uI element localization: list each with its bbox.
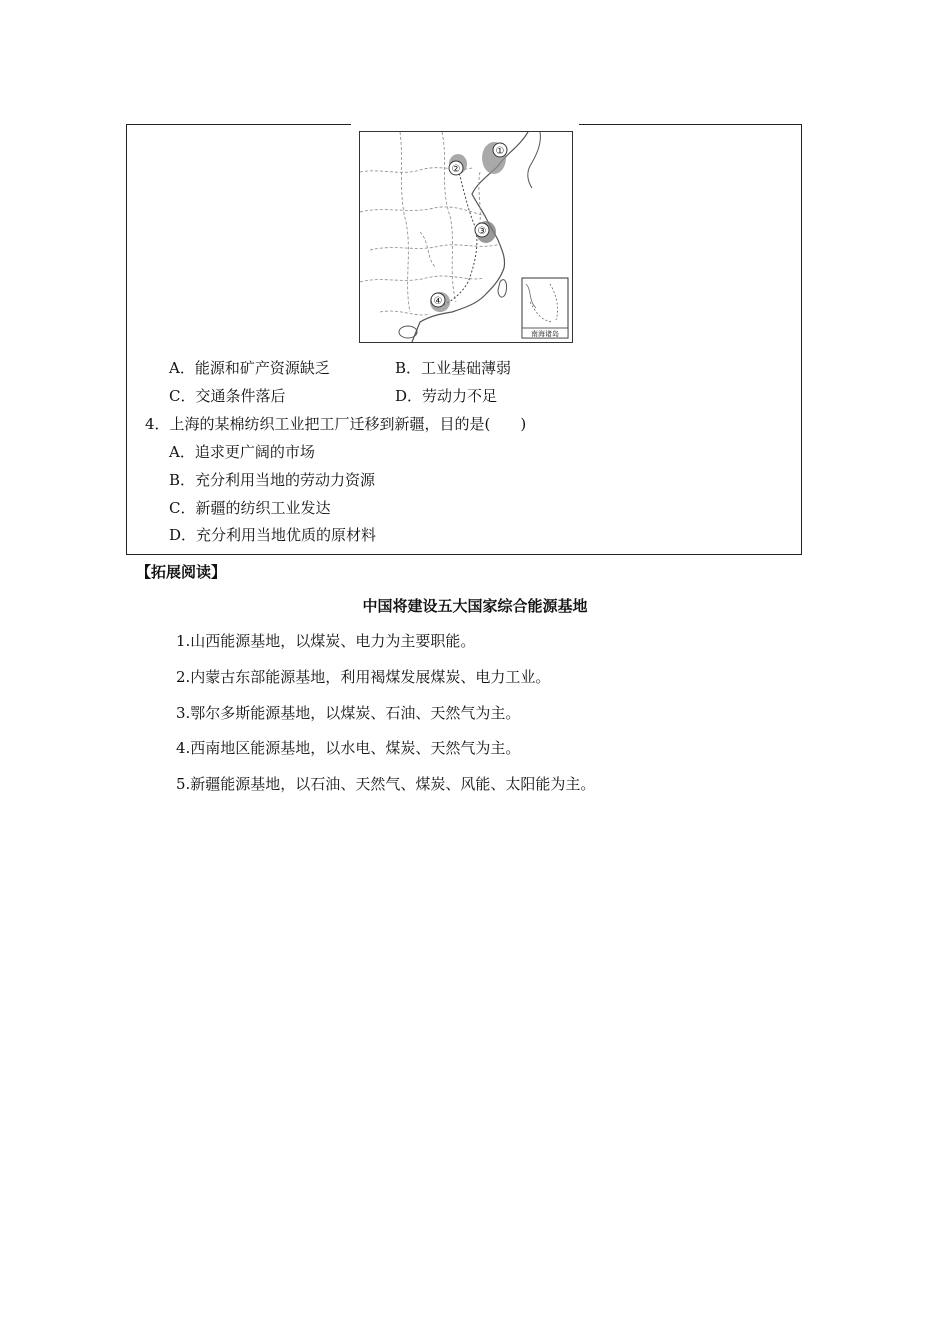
marker-3	[475, 223, 489, 237]
reading-item-2: 2.内蒙古东部能源基地，利用褐煤发展煤炭、电力工业。	[176, 668, 551, 686]
marker-2-label: ②	[451, 164, 461, 175]
reading-item-3: 3.鄂尔多斯能源基地，以煤炭、石油、天然气为主。	[176, 704, 521, 722]
reading-item-1: 1.山西能源基地，以煤炭、电力为主要职能。	[176, 632, 476, 650]
q4-option-a: A．追求更广阔的市场	[169, 443, 315, 461]
marker-4-label: ④	[433, 296, 443, 307]
extended-reading-title: 中国将建设五大国家综合能源基地	[362, 597, 588, 615]
south-china-sea-inset	[522, 278, 568, 338]
q3-option-d: D．劳动力不足	[395, 387, 498, 405]
marker-2	[449, 161, 463, 175]
china-map	[359, 131, 573, 343]
marker-4	[431, 293, 445, 307]
q4-option-b: B．充分利用当地的劳动力资源	[169, 471, 376, 489]
marker-3-label: ③	[477, 226, 487, 237]
marker-1	[493, 143, 507, 157]
q3-option-c: C．交通条件落后	[169, 387, 286, 405]
question-box	[126, 124, 802, 555]
extended-reading-heading: 【拓展阅读】	[136, 563, 227, 581]
coastline	[412, 132, 528, 342]
reading-item-5: 5.新疆能源基地，以石油、天然气、煤炭、风能、太阳能为主。	[176, 775, 596, 793]
q3-option-b: B．工业基础薄弱	[395, 359, 512, 377]
marker-1-label: ①	[495, 146, 505, 157]
q3-option-a: A．能源和矿产资源缺乏	[169, 359, 330, 377]
q4-option-c: C．新疆的纺织工业发达	[169, 499, 331, 517]
map-graphic	[360, 132, 572, 342]
q4-option-d: D．充分利用当地优质的原材料	[169, 526, 377, 544]
reading-item-4: 4.西南地区能源基地，以水电、煤炭、天然气为主。	[176, 739, 521, 757]
box-top-gap	[351, 122, 579, 128]
q4-stem: 4．上海的某棉纺织工业把工厂迁移到新疆，目的是( )	[145, 415, 527, 433]
inset-label: 南海诸岛	[531, 330, 559, 338]
